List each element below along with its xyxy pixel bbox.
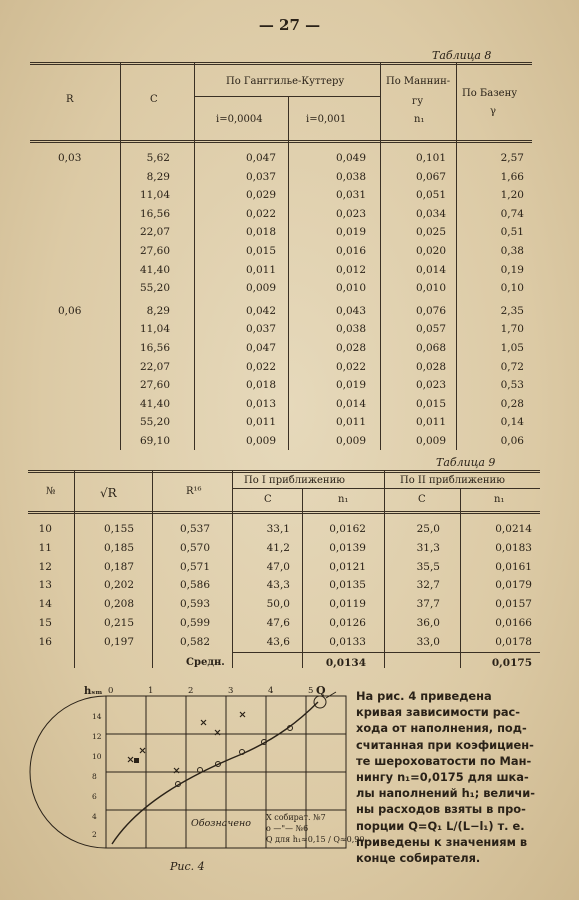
table8-cell: 0,018 — [245, 226, 276, 239]
axis-q-label: Q — [316, 684, 326, 697]
table8-cell: 1,20 — [500, 189, 524, 202]
table8-cell: 8,29 — [146, 170, 170, 183]
table9-header-n: № — [46, 486, 56, 497]
top-tick-label: 1 — [148, 686, 154, 696]
table9-cell: 0,215 — [103, 617, 134, 629]
table9-cell: 11 — [38, 541, 52, 554]
paragraph-line: нингу n₁=0,0175 для шка- — [356, 770, 529, 785]
table8-cell: 55,20 — [139, 282, 170, 295]
table9-cell: 0,185 — [103, 541, 134, 554]
table8-cell: 0,057 — [415, 323, 446, 336]
table8-cell: 0,012 — [335, 263, 366, 276]
table8-header-i1: i=0,0004 — [216, 114, 263, 125]
table9-cell: 0,0135 — [329, 579, 366, 592]
paragraph-line: конце собирателя. — [356, 851, 481, 866]
table9-cell: 36,0 — [416, 617, 440, 629]
table9-cell: 0,0121 — [329, 560, 366, 573]
table8-cell: 0,010 — [415, 282, 446, 295]
table9-cell: 33,1 — [266, 523, 290, 535]
table9-mean-rule — [232, 652, 540, 653]
table9-cell: 0,208 — [103, 598, 134, 611]
table9-cell: 0,0119 — [329, 598, 366, 611]
table8-caption: Таблица 8 — [432, 49, 492, 62]
left-tick-label: 6 — [92, 792, 97, 801]
table9-cell: 47,0 — [266, 560, 290, 573]
table9-cell: 35,5 — [416, 560, 440, 573]
table9-cell: 0,599 — [179, 617, 210, 629]
paragraph — [356, 688, 566, 866]
table9-header-r16: R¹⁶ — [186, 486, 202, 497]
table9-cell: 37,7 — [416, 598, 440, 611]
table9-cell: 0,0162 — [329, 523, 366, 535]
table8-cell: 0,014 — [335, 397, 366, 410]
table9-mean-n1-second: 0,0175 — [491, 657, 532, 669]
table9-cell: 0,582 — [179, 635, 210, 648]
table8-cell: 55,20 — [139, 416, 170, 429]
table8-cell: 27,60 — [139, 379, 170, 392]
table9-header-c2: C — [418, 494, 426, 505]
table8-header-manning: гу — [412, 96, 424, 107]
table9-header-n1-first: n₁ — [338, 494, 349, 505]
table8-cell: 41,40 — [139, 397, 170, 410]
paragraph-line: те шероховатости по Ман- — [356, 753, 532, 768]
table9-caption: Таблица 9 — [436, 456, 496, 469]
table8-cell: 16,56 — [139, 342, 170, 354]
table9-cell: 0,0178 — [495, 635, 532, 648]
table8-cell: 0,042 — [245, 304, 276, 317]
paragraph-line: лы наполнений h₁; величи- — [356, 786, 536, 801]
table8-cell: 0,018 — [245, 379, 276, 392]
table8-header-c: C — [150, 94, 158, 105]
table8-cell: 0,010 — [335, 282, 366, 295]
table8-cell: 11,04 — [139, 323, 170, 336]
table9-cell: 0,0133 — [329, 635, 366, 648]
table9-cell: 14 — [38, 598, 52, 611]
table8-cell: 0,011 — [245, 416, 276, 429]
table8-header-i2: i=0,001 — [306, 114, 347, 125]
table8-cell: 2,35 — [500, 304, 524, 317]
table8-cell: 0,022 — [335, 360, 366, 373]
table8-cell: 0,011 — [415, 416, 446, 429]
table8-cell: 0,011 — [245, 263, 276, 276]
table9-cell: 32,7 — [416, 579, 440, 592]
table8-cell: 0,009 — [415, 435, 446, 447]
table8-header-manning: По Маннин- — [386, 76, 451, 87]
table8-cell: 27,60 — [139, 245, 170, 257]
table8-header-r: R — [66, 94, 74, 105]
table8-cell: 0,009 — [335, 435, 366, 447]
table8-header-gk: По Ганггилье-Куттеру — [226, 76, 345, 87]
table9-cell: 25,0 — [416, 523, 440, 535]
table8-cell: 0,028 — [415, 360, 446, 373]
table9-cell: 31,3 — [416, 541, 440, 554]
table8-cell: 0,043 — [335, 304, 366, 317]
table9-mean-n1-first: 0,0134 — [325, 657, 366, 669]
legend-line-1: X собират. №7 — [266, 813, 326, 822]
table8-cell: 0,037 — [245, 170, 276, 183]
top-tick-label: 3 — [228, 686, 234, 696]
table8-cell: 1,05 — [500, 342, 524, 354]
table9-cell: 0,0157 — [495, 598, 532, 611]
table9-cell: 41,2 — [266, 541, 290, 554]
table8-cell: 22,07 — [139, 226, 170, 239]
table8-r-value: 0,06 — [58, 304, 82, 317]
table8-cell: 11,04 — [139, 189, 170, 202]
table9-header-approx2: По II приближению — [400, 475, 505, 486]
table8-header-manning: n₁ — [414, 114, 425, 125]
paragraph-line: приведены к значениям в — [356, 834, 528, 849]
table8-header-bazen: γ — [490, 106, 496, 117]
table8-cell: 1,66 — [500, 170, 524, 183]
table8-r-value: 0,03 — [58, 152, 82, 164]
table9-mean-label: Средн. — [186, 657, 225, 668]
table8-cell: 0,068 — [415, 342, 446, 354]
table9-cell: 0,570 — [179, 541, 210, 554]
table9-cell: 47,6 — [266, 617, 290, 629]
table9-cell: 0,593 — [179, 598, 210, 611]
paragraph-line: На рис. 4 приведена — [356, 689, 492, 703]
table8-cell: 0,009 — [245, 435, 276, 447]
table8-cell: 0,014 — [415, 263, 446, 276]
top-tick-label: 4 — [268, 686, 274, 696]
table9-cell: 0,197 — [103, 635, 134, 648]
table8-cell: 0,015 — [415, 397, 446, 410]
table9-header-c1: C — [264, 494, 272, 505]
table8-cell: 2,57 — [500, 152, 524, 164]
axis-h-label: hₛₘ — [84, 686, 103, 697]
table8-cell: 0,031 — [335, 189, 366, 202]
table8-header-bazen: По Базену — [462, 88, 518, 99]
left-tick-label: 2 — [92, 830, 97, 839]
table8-cell: 0,019 — [335, 379, 366, 392]
table9-header-n1-second: n₁ — [494, 494, 505, 505]
left-tick-label: 4 — [92, 812, 97, 821]
table9-header-sqrt-r: √R — [100, 486, 117, 500]
table9-cell: 50,0 — [266, 598, 290, 611]
table9-cell: 0,0166 — [495, 617, 532, 629]
table8-cell: 0,025 — [415, 226, 446, 239]
table8-cell: 0,022 — [245, 207, 276, 220]
table8-cell: 16,56 — [139, 207, 170, 220]
table9-cell: 0,0161 — [495, 560, 532, 573]
table9-top-rule — [28, 472, 540, 473]
table8-cell: 1,70 — [500, 323, 524, 336]
table8-cell: 0,038 — [335, 170, 366, 183]
table9-cell: 0,0126 — [329, 617, 366, 629]
legend-line-2: o —"— №6 — [266, 824, 309, 833]
table8-cell: 0,076 — [415, 304, 446, 317]
table8-cell: 0,047 — [245, 152, 276, 164]
table8-cell: 0,049 — [335, 152, 366, 164]
table9-cell: 13 — [38, 579, 52, 592]
left-tick-label: 10 — [92, 752, 102, 761]
left-tick-label: 8 — [92, 772, 97, 781]
table8-cell: 0,023 — [415, 379, 446, 392]
table9-subheader-rule — [232, 488, 540, 489]
table8-cell: 0,51 — [500, 226, 524, 239]
table8-cell: 0,53 — [500, 379, 524, 392]
table8-subheader-rule — [194, 96, 380, 97]
top-tick-label: 0 — [108, 686, 114, 696]
table9-cell: 0,155 — [103, 523, 134, 535]
table8-cell: 0,06 — [500, 435, 524, 447]
table8-cell: 22,07 — [139, 360, 170, 373]
legend-lines — [266, 812, 364, 845]
table8-cell: 0,029 — [245, 189, 276, 202]
table8-cell: 0,020 — [415, 245, 446, 257]
table8-cell: 69,10 — [139, 435, 170, 447]
table9-cell: 0,187 — [103, 560, 134, 573]
left-tick-label: 14 — [92, 712, 102, 721]
table8-cell: 0,067 — [415, 170, 446, 183]
table8-cell: 0,034 — [415, 207, 446, 220]
table9-cell: 43,6 — [266, 635, 290, 648]
table8-cell: 0,74 — [500, 207, 524, 220]
top-tick-label: 2 — [188, 686, 194, 696]
table9-cell: 12 — [38, 560, 52, 573]
table8-cell: 0,72 — [500, 360, 524, 373]
table8-cell: 0,19 — [500, 263, 524, 276]
paragraph-line: кривая зависимости рас- — [356, 705, 521, 720]
table8-cell: 0,28 — [500, 397, 524, 410]
table9-cell: 0,537 — [179, 523, 210, 535]
table8-cell: 0,10 — [500, 282, 524, 295]
table9-cell: 0,586 — [179, 579, 210, 592]
paragraph-line: считанная при коэфициен- — [356, 737, 534, 752]
table9-header-rule — [28, 513, 540, 514]
table9-cell: 33,0 — [416, 635, 440, 648]
table9-cell: 15 — [38, 617, 52, 629]
table9-cell: 0,0183 — [495, 541, 532, 554]
table9-cell: 16 — [38, 635, 52, 648]
table9-cell: 0,0139 — [329, 541, 366, 554]
table8-cell: 0,015 — [245, 245, 276, 257]
table8-cell: 0,037 — [245, 323, 276, 336]
table8-cell: 0,011 — [335, 416, 366, 429]
table8-cell: 0,022 — [245, 360, 276, 373]
paragraph-line: хода от наполнения, под- — [356, 721, 527, 736]
table8-cell: 0,023 — [335, 207, 366, 220]
table8-cell: 0,047 — [245, 342, 276, 354]
table9-cell: 0,571 — [179, 560, 210, 573]
table8-cell: 0,051 — [415, 189, 446, 202]
paragraph-line: ны расходов взяты в про- — [356, 802, 526, 817]
legend-title: Обозначено — [191, 818, 251, 829]
table9-header-approx1: По I приближению — [244, 475, 345, 486]
table8-cell: 41,40 — [139, 263, 170, 276]
table9-cell: 10 — [38, 523, 52, 535]
table8-cell: 5,62 — [146, 152, 170, 164]
top-tick-label: 5 — [308, 686, 314, 696]
table8-cell: 0,38 — [500, 245, 524, 257]
legend-line-3: Q для h₁≈0,15 / Q≈0,90 — [266, 835, 365, 844]
table8-cell: 0,016 — [335, 245, 366, 257]
table9-cell: 0,202 — [103, 579, 134, 592]
table8-cell: 0,038 — [335, 323, 366, 336]
table8-cell: 0,101 — [415, 152, 446, 164]
table8-cell: 0,019 — [335, 226, 366, 239]
figure-caption: Рис. 4 — [170, 860, 205, 873]
paragraph-line: порции Q=Q₁ L/(L−l₁) т. е. — [356, 818, 525, 833]
page-number: — 27 — — [258, 16, 321, 34]
table8-cell: 8,29 — [146, 304, 170, 317]
table9-cell: 0,0214 — [495, 523, 532, 535]
table8-cell: 0,009 — [245, 282, 276, 295]
table9-cell: 0,0179 — [495, 579, 532, 592]
table9-cell: 43,3 — [266, 579, 290, 592]
table8-cell: 0,013 — [245, 397, 276, 410]
table8-cell: 0,028 — [335, 342, 366, 354]
table8-cell: 0,14 — [500, 416, 524, 429]
left-tick-label: 12 — [92, 732, 102, 741]
